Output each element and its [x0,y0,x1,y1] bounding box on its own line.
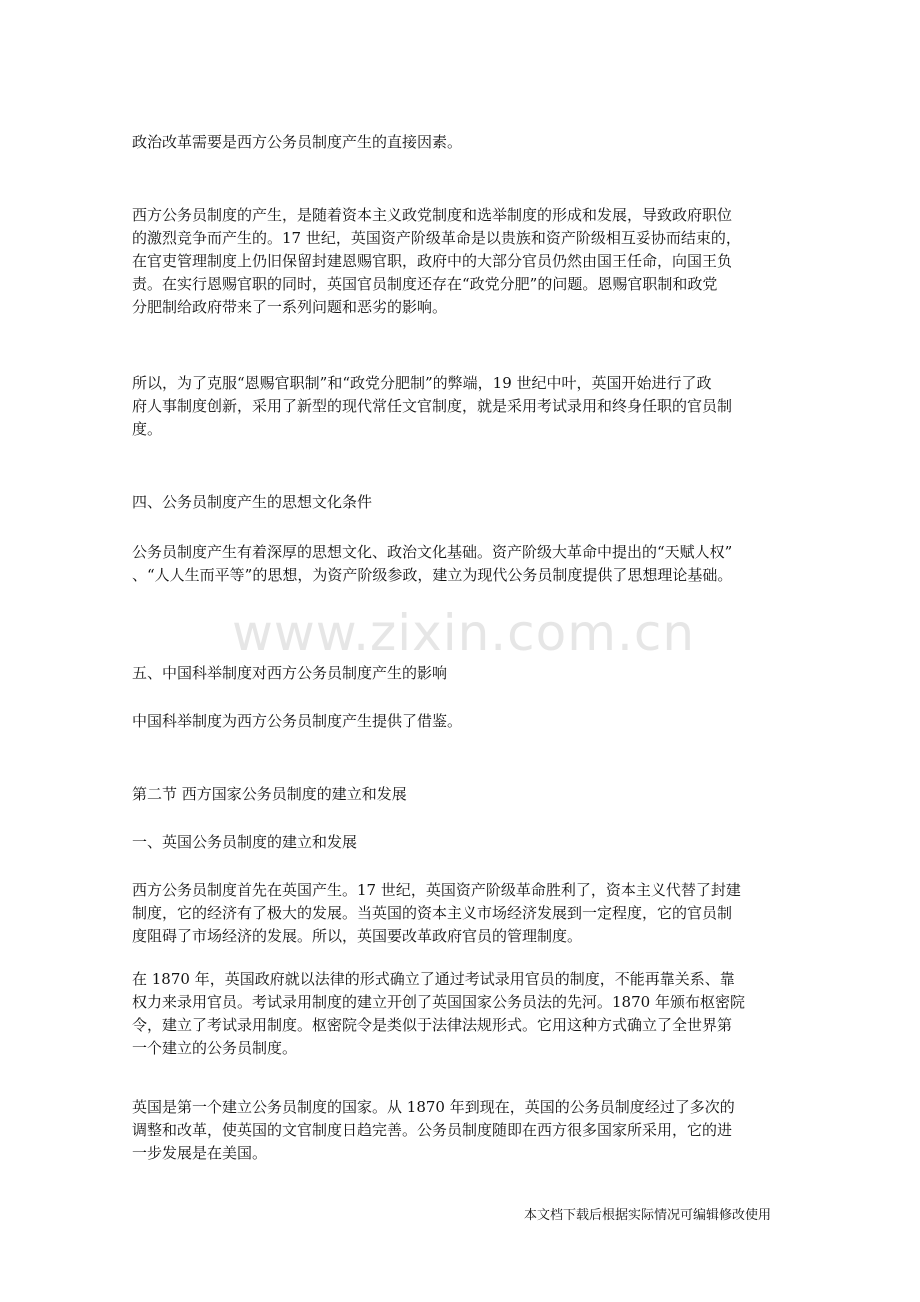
text-line: 权力来录用官员。考试录用制度的建立开创了英国国家公务员法的先河。1870 年颁布枢密院 [132,993,745,1011]
text-line: 政治改革需要是西方公务员制度产生的直接因素。 [132,133,463,151]
paragraph-uk-1870-law [132,968,792,1060]
heading-section-four [132,491,792,514]
text-line: 制度，它的经济有了极大的发展。当英国的资本主义市场经济发展到一定程度，它的官员制 [132,904,733,922]
text-line: 分肥制给政府带来了一系列问题和恶劣的影响。 [132,298,448,316]
text-line: 英国是第一个建立公务员制度的国家。从 1870 年到现在，英国的公务员制度经过了多次的 [132,1098,735,1116]
paragraph-uk-origin [132,879,792,948]
heading-section-five [132,662,792,685]
paragraph-origin [132,204,792,319]
footer-note: 本文档下载后根据实际情况可编辑修改使用 [524,1208,772,1223]
text-line: 调整和改革，使英国的文官制度日趋完善。公务员制度随即在西方很多国家所采用，它的进 [132,1121,733,1139]
text-line: 第二节 西方国家公务员制度的建立和发展 [132,785,407,803]
text-line: 度。 [132,420,163,438]
watermark: www.zixin.com.cn [232,604,696,662]
text-line: 在 1870 年，英国政府就以法律的形式确立了通过考试录用官员的制度，不能再靠关系、靠 [132,970,735,988]
text-line: 西方公务员制度的产生，是随着资本主义政党制度和选举制度的形成和发展，导致政府职位 [132,206,733,224]
text-line: 四、公务员制度产生的思想文化条件 [132,493,373,511]
text-line: 责。在实行恩赐官职的同时，英国官员制度还存在“政党分肥”的问题。恩赐官职制和政党 [132,275,718,293]
text-line: 的激烈竞争而产生的。17 世纪，英国资产阶级革命是以贵族和资产阶级相互妥协而结束的， [132,229,741,247]
paragraph-uk-first-country [132,1096,792,1165]
text-line: 度阻碍了市场经济的发展。所以，英国要改革政府官员的管理制度。 [132,927,583,945]
text-line: 令，建立了考试录用制度。枢密院令是类似于法律法规形式。它用这种方式确立了全世界第 [132,1016,733,1034]
text-line: 府人事制度创新，采用了新型的现代常任文官制度，就是采用考试录用和终身任职的官员制 [132,397,733,415]
text-line: 所以，为了克服“恩赐官职制”和“政党分肥制”的弊端，19 世纪中叶，英国开始进行了政 [132,374,712,392]
text-line: 一、英国公务员制度的建立和发展 [132,833,358,851]
text-line: 在官吏管理制度上仍旧保留封建恩赐官职，政府中的大部分官员仍然由国王任命，向国王负 [132,252,733,270]
heading-uk-civil-service [132,831,792,854]
text-line: 公务员制度产生有着深厚的思想文化、政治文化基础。资产阶级大革命中提出的“天赋人权” [132,543,733,561]
paragraph-political-reform [132,131,792,154]
text-line: 五、中国科举制度对西方公务员制度产生的影响 [132,664,448,682]
paragraph-cultural-basis [132,541,792,587]
text-line: 一步发展是在美国。 [132,1144,268,1162]
heading-chapter-section-two [132,783,792,806]
text-line: 中国科举制度为西方公务员制度产生提供了借鉴。 [132,712,463,730]
text-line: 、“人人生而平等”的思想，为资产阶级参政，建立为现代公务员制度提供了思想理论基础。 [132,566,733,584]
paragraph-civil-service-reform [132,372,792,441]
text-line: 西方公务员制度首先在英国产生。17 世纪，英国资产阶级革命胜利了，资本主义代替了封建 [132,881,741,899]
paragraph-imperial-exam [132,710,792,733]
text-line: 一个建立的公务员制度。 [132,1039,298,1057]
